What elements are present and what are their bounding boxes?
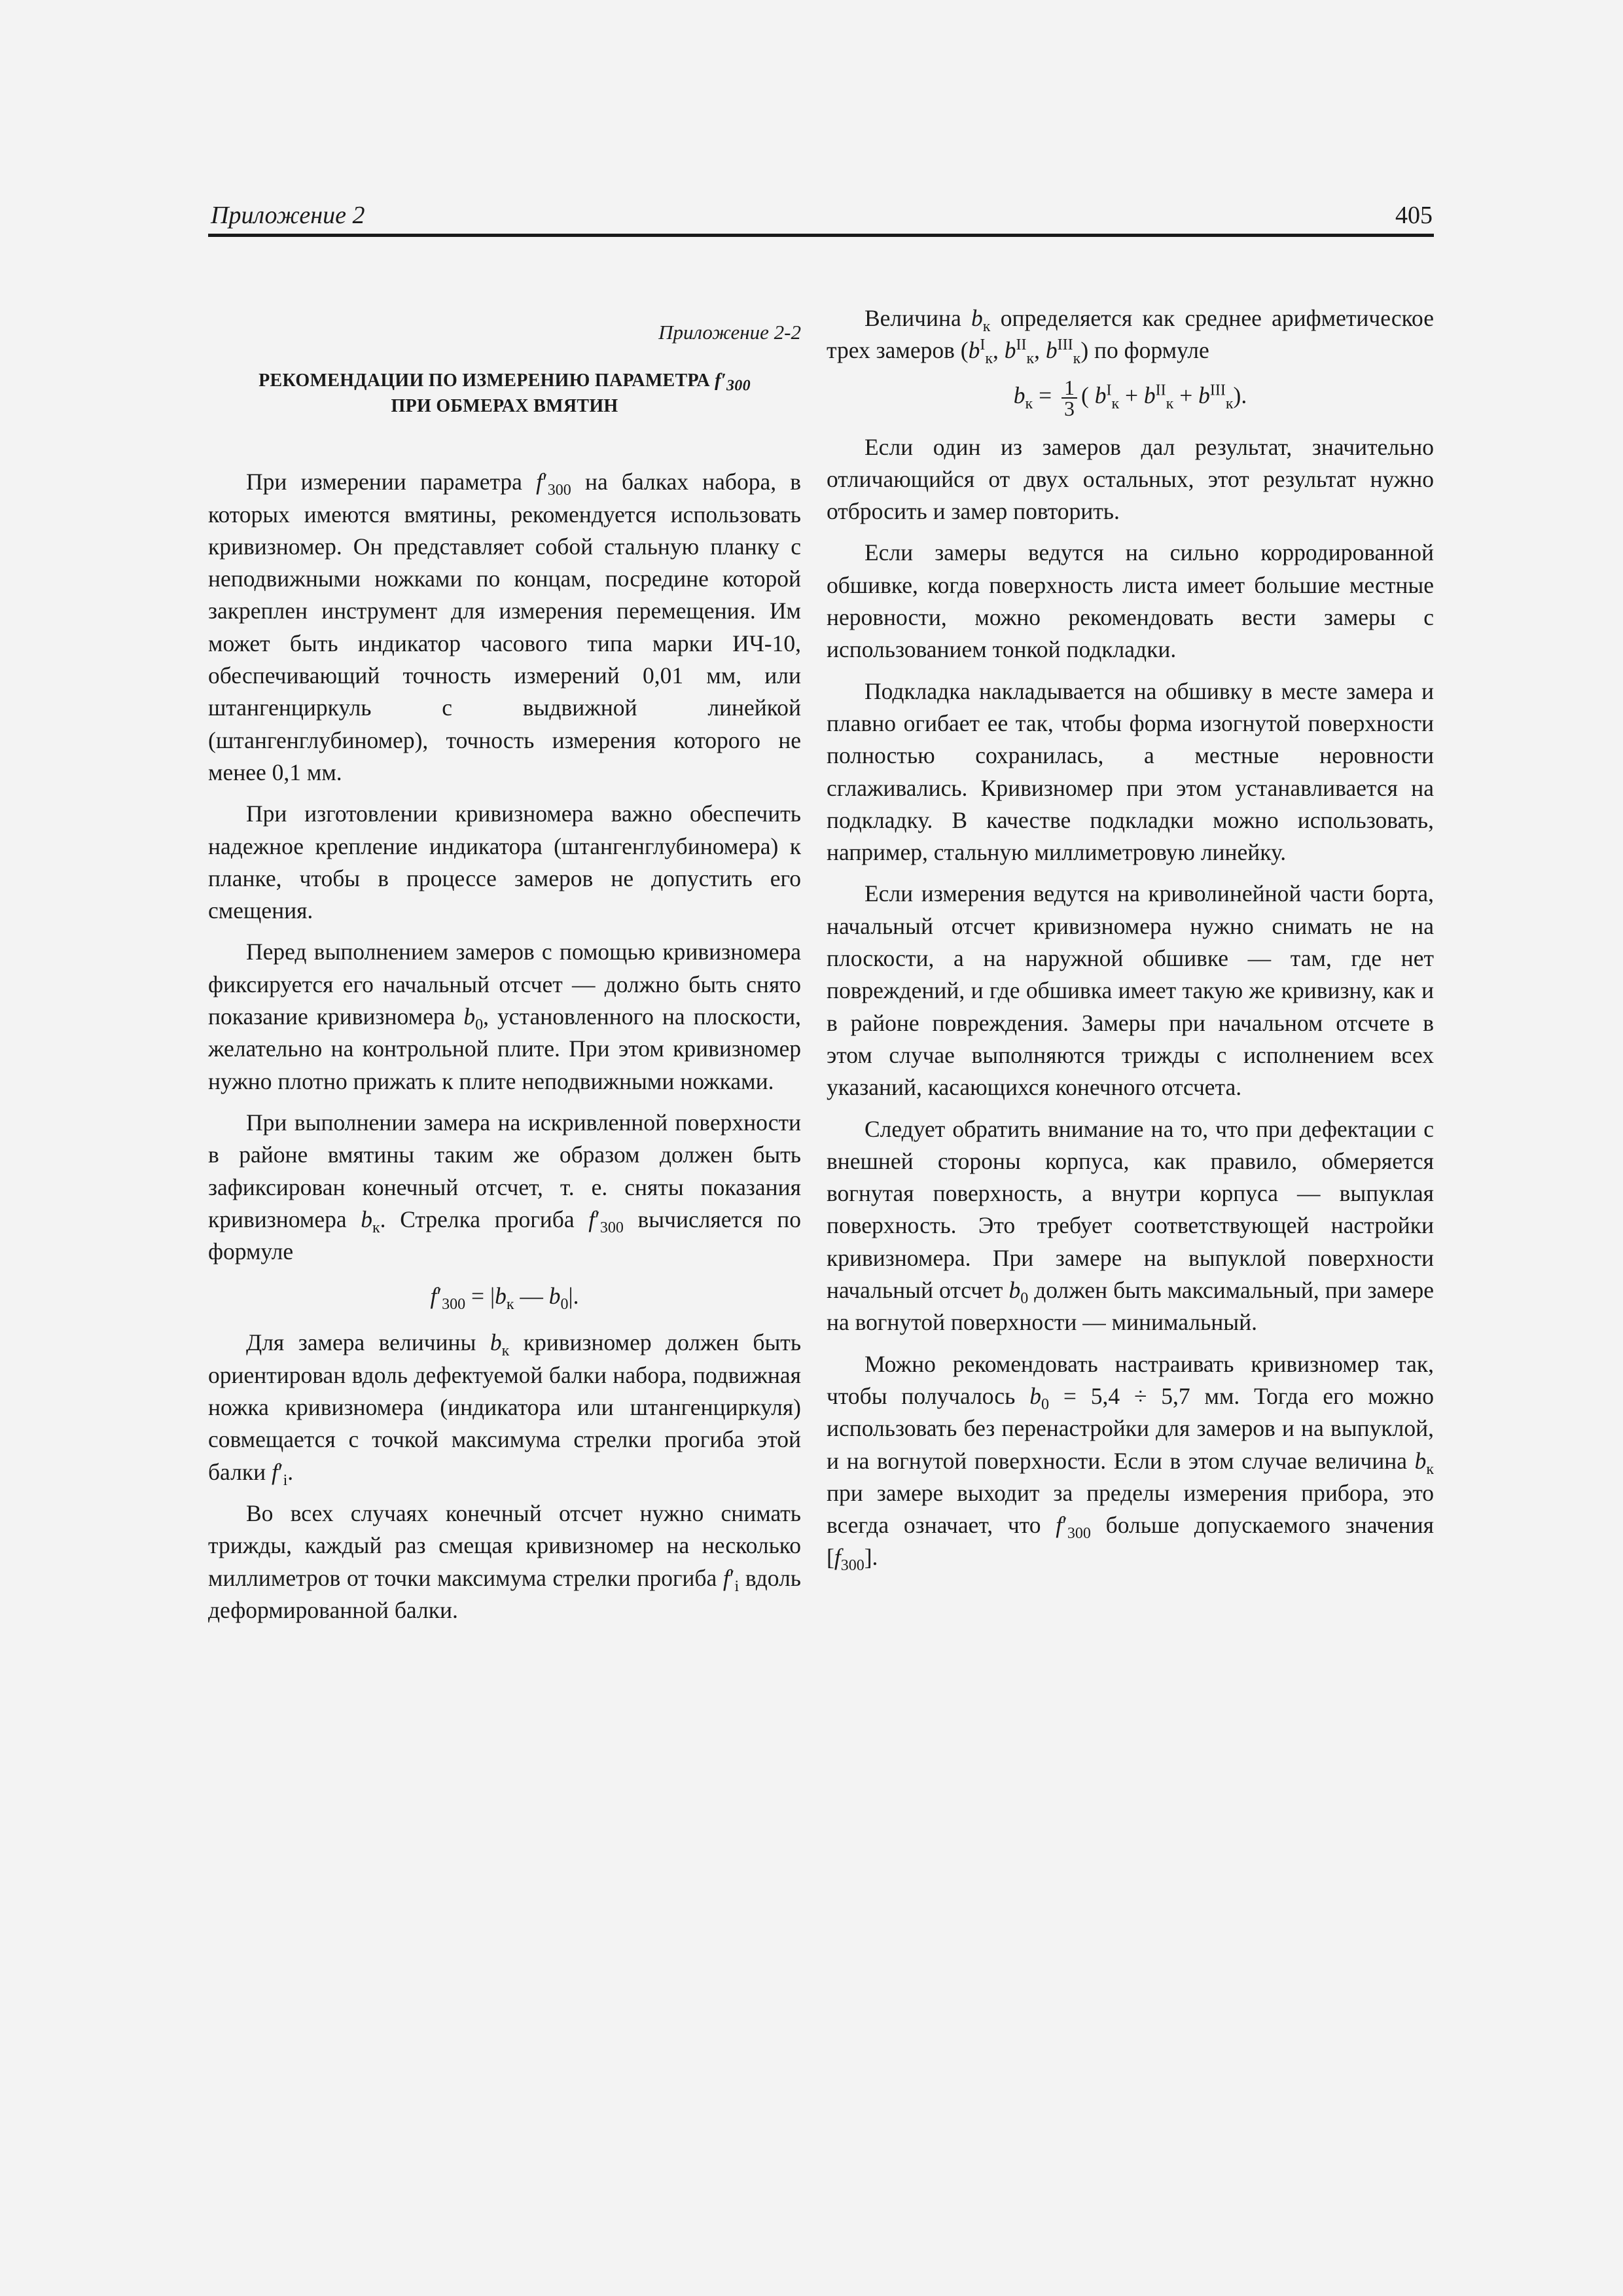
formula-mean: $b_к$ = $\frac{1}{3}$ ( $b^I_к + b^{II}_к + b^{III}_к$). — [1013, 375, 1247, 420]
paragraph-r1: Величина $b_к$ определяется как среднее арифметическое трех замеров ($b^I_к$, $b^{II}_к$, $b^{III}_к$) по формуле — [827, 305, 1434, 368]
paragraph-l2: При изготовлении кривизномера важно обеспечить надежное крепление индикатора (штангенглубиномера) к планке, чтобы в процессе замеров не допустить его смещения. — [208, 800, 801, 924]
formula-deflection: $f'_{300} = |b_к$ — $b_0|$. — [430, 1283, 579, 1314]
left-column — [208, 302, 801, 1626]
paragraph-r4: Подкладка накладывается на обшивку в месте замера и плавно огибает ее так, чтобы форма изогнутой поверхности полностью сохранилась, а местные неровности сглаживались. Кривизномер при этом устанавливается на подкладку. В качестве подкладки можно использовать, например, стальную миллиметровую линейку. — [827, 677, 1434, 866]
paragraph-l5: Для замера величины $b_к$ кривизномер должен быть ориентирован вдоль дефектуемой балки набора, подвижная ножка кривизномера (индикатора или штангенциркуля) совмещается с точкой максимума стрелки прогиба этой балки $f'_i$. — [208, 1329, 802, 1489]
paragraph-r7: Можно рекомендовать настраивать кривизномер так, чтобы получалось $b_0 = 5,4 \div 5,7$ мм. Тогда его можно использовать без перенастройки для замеров и на выпуклой, и на вогнутой поверхности. Если в этом случае величина $b_к$ при замере выходит за пределы измерения прибора, это всегда означает, что $f'_{300}$ больше допускаемого значения $[f_{300}]$. — [827, 1350, 1435, 1575]
paragraph-r5: Если измерения ведутся на криволинейной части борта, начальный отсчет кривизномера нужно снимать не на плоскости, а на наружной обшивке — там, где нет повреждений, и где обшивка имеет такую же кривизну, как и в районе повреждения. Замеры при начальном отсчете в этом случае выполняются трижды с исполнением всех указаний, касающихся конечного отсчета. — [827, 880, 1434, 1101]
paragraph-l1: При измерении параметра $f'_{300}$ на балках набора, в которых имеются вмятины, рекомендуется использовать кривизномер. Он представляет собой стальную планку с неподвижными ножками по концам, посредине которой закреплен инструмент для измерения перемещения. Им может быть индикатор часового типа марки ИЧ-10, обеспечивающий точность измерений 0,01 мм, или штангенциркуль с выдвижной линейкой (штангенглубиномер), точность измерения которого не менее 0,1 мм. — [208, 469, 802, 785]
title-line-2: ПРИ ОБМЕРАХ ВМЯТИН — [391, 396, 618, 417]
header-section-title: Приложение 2 — [211, 202, 365, 229]
paragraph-r2: Если один из замеров дал результат, значительно отличающийся от двух остальных, этот результат нужно отбросить и замер повторить. — [827, 433, 1434, 525]
paragraph-l3: Перед выполнением замеров с помощью кривизномера фиксируется его начальный отсчет — должно быть снято показание кривизномера $b_0$, установленного на плоскости, желательно на контрольной плите. При этом кривизномер нужно плотно прижать к плите неподвижными ножками. — [208, 939, 801, 1094]
appendix-label: Приложение 2-2 — [658, 321, 801, 344]
right-column — [827, 302, 1434, 1574]
paragraph-r6: Следует обратить внимание на то, что при дефектации с внешней стороны корпуса, как правило, обмеряется вогнутая поверхность, а внутри корпуса — выпуклая поверхность. Это требует соответствующей настройки кривизномера. При замере на выпуклой поверхности начальный отсчет $b_0$ должен быть максимальный, при замере на вогнутой поверхности — минимальный. — [827, 1115, 1434, 1336]
title-line-1: РЕКОМЕНДАЦИИ ПО ИЗМЕРЕНИЮ ПАРАМЕТРА — [259, 370, 710, 391]
section-title — [208, 368, 801, 419]
paragraph-l6: Во всех случаях конечный отсчет нужно снимать трижды, каждый раз смещая кривизномер на несколько миллиметров от точки максимума стрелки прогиба $f'_i$ вдоль деформированной балки. — [208, 1499, 801, 1623]
paragraph-r3: Если замеры ведутся на сильно корродированной обшивке, когда поверхность листа имеет большие местные неровности, можно рекомендовать вести замеры с использованием тонкой подкладки. — [827, 539, 1434, 663]
fraction-one-third: $\frac{1}{3}$ — [1061, 378, 1077, 418]
paragraph-l4: При выполнении замера на искривленной поверхности в районе вмятины таким же образом должен быть зафиксирован конечный отсчет, т. е. сняты показания кривизномера $b_к$. Стрелка прогиба $f'_{300}$ вычисляется по формуле — [208, 1109, 801, 1265]
title-param: $f'_{300}$ — [715, 370, 751, 395]
running-header — [208, 198, 1434, 237]
page-number: 405 — [1395, 202, 1433, 229]
